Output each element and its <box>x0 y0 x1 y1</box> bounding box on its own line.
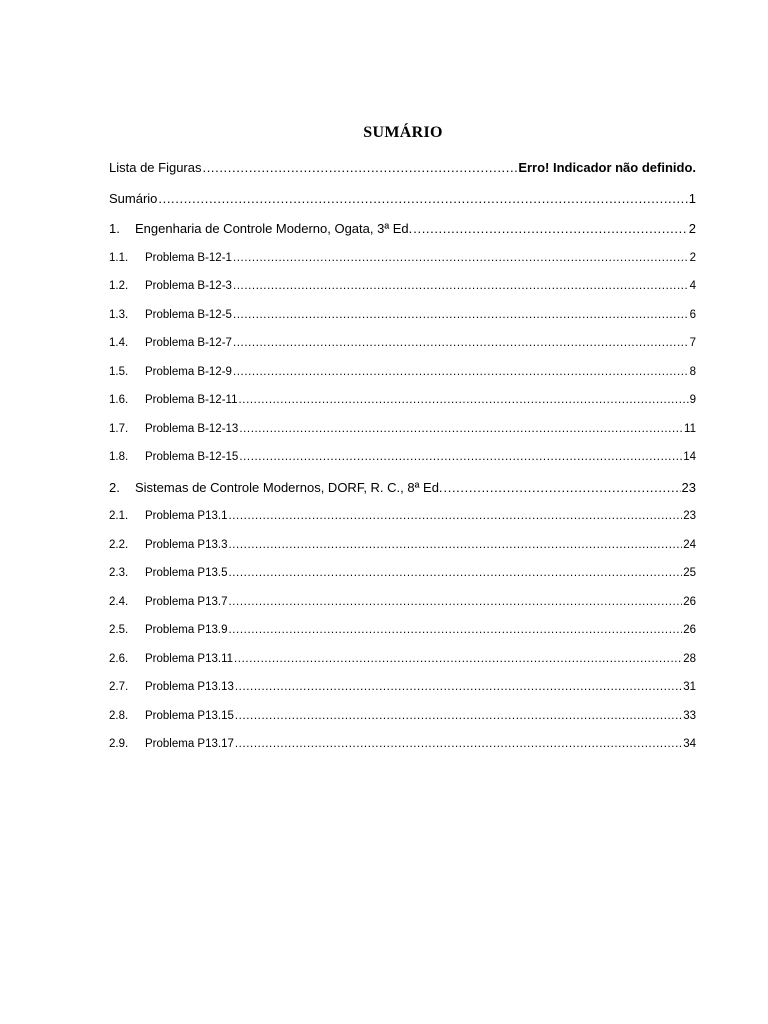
dot-leader <box>228 539 682 551</box>
toc-entry[interactable] <box>109 539 696 568</box>
toc-entry[interactable] <box>109 252 696 281</box>
dot-leader <box>235 710 682 722</box>
toc-entry-number: 2.8. <box>109 709 129 722</box>
toc-entry-number: 2.2. <box>109 538 129 551</box>
toc-entry-label: Sistemas de Controle Modernos, DORF, R. C., 8ª Ed. <box>135 479 443 495</box>
dot-leader <box>233 280 689 292</box>
toc-entry[interactable] <box>109 280 696 309</box>
dot-leader <box>238 394 688 406</box>
dot-leader <box>158 191 687 206</box>
toc-entry-page: 23 <box>683 510 696 522</box>
dot-leader <box>228 596 682 608</box>
toc-entry-label: Problema B-12-15 <box>145 451 239 463</box>
toc-entry-page: 6 <box>689 308 696 321</box>
toc-entry-label: Problema P13.5 <box>145 567 228 579</box>
toc-entry-label: Problema P13.3 <box>145 538 228 551</box>
toc-entry-page: 1 <box>688 190 696 206</box>
toc-entry-label: Problema P13.15 <box>145 709 234 722</box>
toc-entry-label: Problema P13.7 <box>145 595 228 608</box>
toc-entry[interactable] <box>109 480 696 511</box>
toc-entry-label: Problema P13.1 <box>145 510 228 522</box>
dot-leader <box>234 653 682 665</box>
toc-entry-label: Problema P13.11 <box>145 652 234 665</box>
toc-entry[interactable] <box>109 567 696 596</box>
toc-entry-number: 2.5. <box>109 624 129 636</box>
toc-entry-page: 7 <box>689 337 696 349</box>
toc-entry-number: 2. <box>109 479 120 495</box>
toc-entry-page: 11 <box>684 422 696 435</box>
toc-entry-page: 26 <box>683 595 696 608</box>
toc-entry-label: Sumário <box>109 190 158 206</box>
toc-entry-number: 1.3. <box>109 308 129 321</box>
toc-entry[interactable] <box>109 738 696 767</box>
toc-entry[interactable] <box>109 510 696 539</box>
toc-entry-number: 1.7. <box>109 422 129 435</box>
toc-entry-label: Problema B-12-9 <box>145 365 232 378</box>
dot-leader <box>413 221 688 236</box>
toc-entry-page: 9 <box>689 394 696 406</box>
table-of-contents <box>109 160 696 767</box>
toc-entry-page: 31 <box>683 681 696 693</box>
toc-entry-number: 1. <box>109 221 120 236</box>
toc-entry-number: 1.5. <box>109 365 129 378</box>
toc-entry-page: 34 <box>683 738 696 750</box>
dot-leader <box>233 337 689 349</box>
toc-entry[interactable] <box>109 653 696 682</box>
toc-entry-number: 2.1. <box>109 510 129 522</box>
toc-entry-number: 1.1. <box>109 251 129 264</box>
toc-entry-label: Problema B-12-5 <box>145 308 232 321</box>
toc-entry[interactable] <box>109 681 696 710</box>
dot-leader <box>228 624 682 636</box>
toc-entry-label: Problema P13.13 <box>145 681 234 693</box>
toc-entry[interactable] <box>109 191 696 222</box>
toc-entry-page: 26 <box>683 624 696 636</box>
toc-entry-page: 2 <box>689 251 696 264</box>
toc-entry-number: 2.3. <box>109 567 129 579</box>
toc-entry[interactable] <box>109 423 696 452</box>
toc-entry-number: 1.2. <box>109 280 129 292</box>
toc-entry-page: 28 <box>683 652 696 665</box>
page-title: SUMÁRIO <box>363 124 443 141</box>
dot-leader <box>239 423 683 435</box>
toc-entry-page: 25 <box>683 567 696 579</box>
toc-entry-number: 2.7. <box>109 681 129 693</box>
toc-entry-number: 2.9. <box>109 738 129 750</box>
toc-entry-number: 1.4. <box>109 337 129 349</box>
toc-entry-page: 33 <box>683 709 696 722</box>
toc-entry-label: Problema B-12-11 <box>145 394 238 406</box>
toc-entry-page: 4 <box>689 280 696 292</box>
toc-entry[interactable] <box>109 221 696 252</box>
toc-entry-page: Erro! Indicador não definido. <box>518 160 696 175</box>
toc-entry[interactable] <box>109 309 696 338</box>
toc-entry[interactable] <box>109 366 696 395</box>
toc-entry-label: Problema B-12-3 <box>145 280 232 292</box>
toc-entry-label: Problema B-12-13 <box>145 422 239 435</box>
toc-entry-number: 2.6. <box>109 652 129 665</box>
toc-entry[interactable] <box>109 394 696 423</box>
toc-entry-label: Problema B-12-1 <box>145 251 232 264</box>
toc-entry-label: Problema P13.17 <box>145 738 234 750</box>
dot-leader <box>203 160 518 175</box>
toc-entry-number: 2.4. <box>109 595 129 608</box>
toc-entry-page: 24 <box>683 538 696 551</box>
dot-leader <box>444 480 681 495</box>
toc-entry[interactable] <box>109 710 696 739</box>
toc-entry-number: 1.8. <box>109 451 129 463</box>
dot-leader <box>235 681 682 693</box>
toc-entry-page: 14 <box>683 451 696 463</box>
toc-entry-label: Problema P13.9 <box>145 624 228 636</box>
dot-leader <box>235 738 682 750</box>
toc-entry-label: Problema B-12-7 <box>145 337 232 349</box>
toc-entry[interactable] <box>109 596 696 625</box>
toc-entry-label: Lista de Figuras <box>109 160 202 175</box>
toc-entry-page: 8 <box>689 365 696 378</box>
toc-entry[interactable] <box>109 624 696 653</box>
dot-leader <box>233 252 689 264</box>
dot-leader <box>233 366 689 378</box>
toc-entry-page: 23 <box>681 479 696 495</box>
dot-leader <box>228 510 682 522</box>
toc-entry-number: 1.6. <box>109 394 129 406</box>
toc-entry[interactable] <box>109 451 696 480</box>
dot-leader <box>228 567 682 579</box>
toc-entry-label: Engenharia de Controle Moderno, Ogata, 3ª Ed. <box>135 221 413 236</box>
dot-leader <box>233 309 689 321</box>
dot-leader <box>239 451 682 463</box>
toc-entry[interactable] <box>109 160 696 191</box>
toc-entry-page: 2 <box>688 221 696 236</box>
toc-entry[interactable] <box>109 337 696 366</box>
